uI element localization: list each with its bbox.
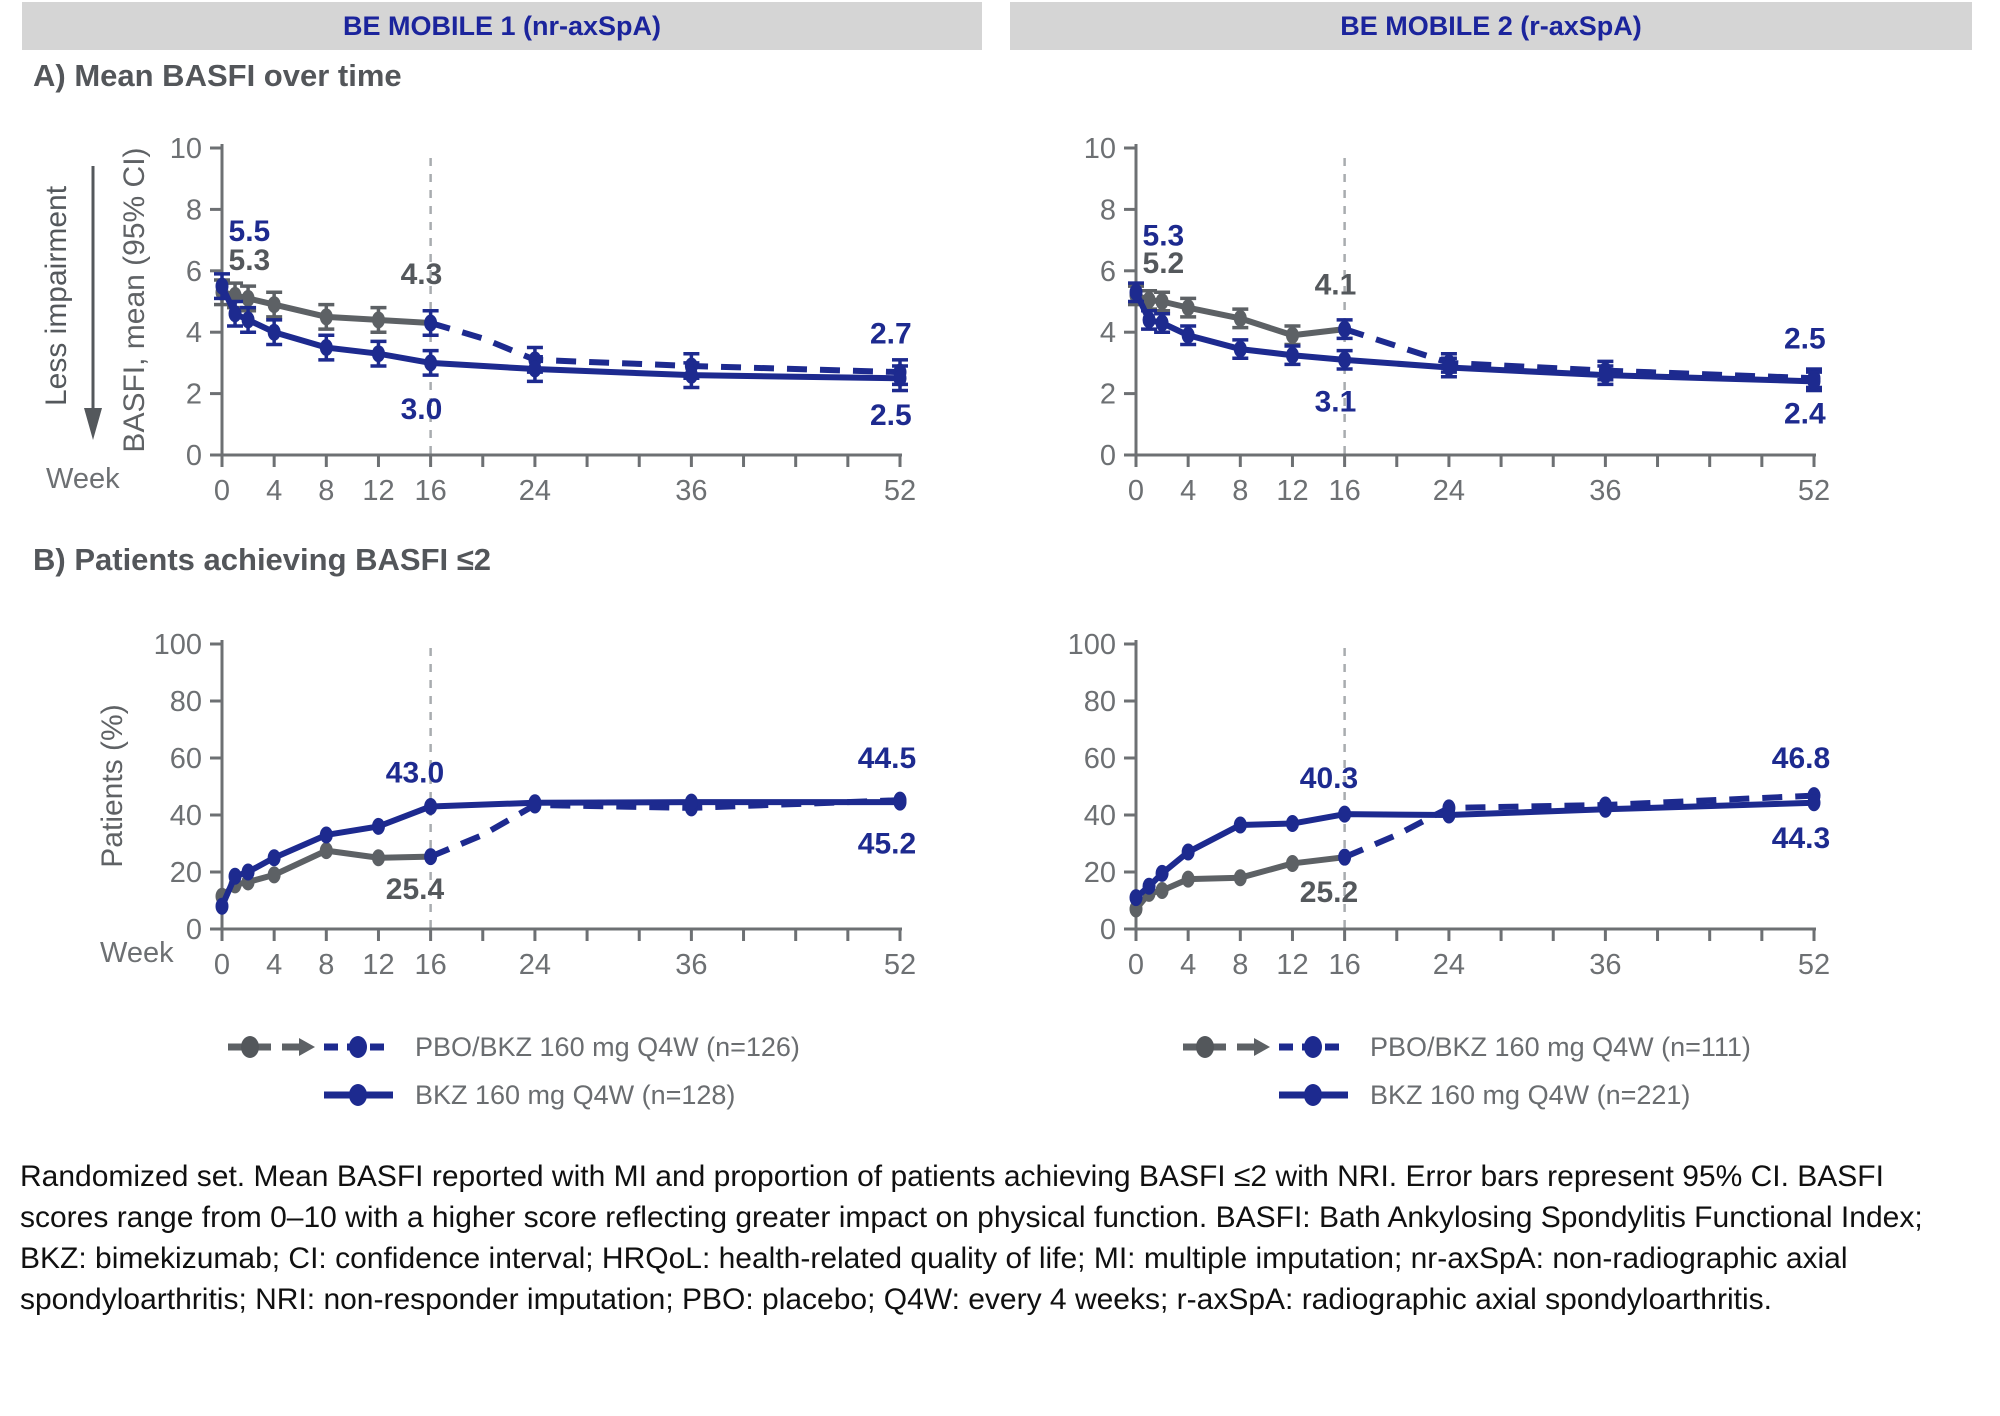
svg-text:5.3: 5.3 <box>228 244 271 278</box>
axes <box>1124 640 1816 941</box>
svg-text:46.8: 46.8 <box>1771 742 1831 775</box>
svg-text:8: 8 <box>318 475 335 507</box>
svg-text:8: 8 <box>318 949 335 981</box>
panel-b-title: B) Patients achieving BASFI ≤2 <box>33 542 492 577</box>
value-annotations <box>229 215 912 432</box>
axes <box>210 144 902 467</box>
chart-mean-basfi-bemobile1 <box>140 120 990 520</box>
svg-text:12: 12 <box>362 475 395 507</box>
value-annotations <box>1300 742 1830 909</box>
chart-basfi-responders-bemobile1 <box>140 555 990 985</box>
svg-text:6: 6 <box>185 255 202 288</box>
svg-text:52: 52 <box>883 475 917 507</box>
svg-text:8: 8 <box>1232 475 1249 507</box>
legend-label-bkz-right: BKZ 160 mg Q4W (n=221) <box>1370 1080 1691 1110</box>
svg-text:40: 40 <box>169 800 202 832</box>
less-impairment-label: Less impairment <box>40 185 73 407</box>
arrow-right-icon <box>1254 1038 1270 1056</box>
svg-text:12: 12 <box>1276 475 1309 507</box>
svg-text:4: 4 <box>1099 317 1116 350</box>
svg-text:5.2: 5.2 <box>1142 247 1185 281</box>
series-bkz-160-mg-q4w <box>1130 794 1821 906</box>
svg-text:44.3: 44.3 <box>1771 821 1831 855</box>
svg-text:10: 10 <box>1083 133 1116 165</box>
week-axis-label-b: Week <box>100 937 174 969</box>
svg-text:0: 0 <box>185 440 202 472</box>
legend-label-pbo-left: PBO/BKZ 160 mg Q4W (n=126) <box>415 1032 800 1062</box>
svg-text:100: 100 <box>1067 629 1116 661</box>
study-header-left: BE MOBILE 1 (nr-axSpA) <box>22 2 982 50</box>
svg-text:40: 40 <box>1083 800 1116 832</box>
svg-text:2.5: 2.5 <box>870 399 912 433</box>
y-axis-label-basfi: BASFI, mean (95% CI) <box>118 147 151 453</box>
y-axis-label-patients: Patients (%) <box>96 704 129 868</box>
svg-text:8: 8 <box>1232 949 1249 981</box>
svg-text:36: 36 <box>675 475 708 507</box>
chart-basfi-responders-bemobile2 <box>1050 555 1950 985</box>
svg-text:2: 2 <box>1099 378 1116 411</box>
svg-text:40.3: 40.3 <box>1299 761 1359 795</box>
svg-text:0: 0 <box>1099 914 1116 946</box>
svg-text:24: 24 <box>518 475 552 507</box>
study-header-right: BE MOBILE 2 (r-axSpA) <box>1010 2 1972 50</box>
svg-text:36: 36 <box>1589 475 1622 507</box>
tick-labels <box>1084 133 1830 507</box>
svg-text:6: 6 <box>1099 255 1116 288</box>
svg-text:3.0: 3.0 <box>400 392 443 426</box>
svg-text:60: 60 <box>1083 743 1116 775</box>
svg-text:43.0: 43.0 <box>385 756 445 790</box>
value-annotations <box>386 742 916 906</box>
legend-bkz-swatch <box>1279 1084 1348 1106</box>
svg-text:4: 4 <box>185 317 202 350</box>
svg-text:52: 52 <box>883 949 917 981</box>
svg-text:4: 4 <box>266 475 283 507</box>
svg-text:36: 36 <box>675 949 708 981</box>
svg-text:16: 16 <box>1328 949 1361 981</box>
svg-text:12: 12 <box>362 949 395 981</box>
svg-text:16: 16 <box>414 949 447 981</box>
svg-text:24: 24 <box>518 949 552 981</box>
svg-text:0: 0 <box>1127 949 1145 981</box>
svg-text:80: 80 <box>1083 686 1116 718</box>
svg-text:4.1: 4.1 <box>1314 268 1357 302</box>
svg-text:0: 0 <box>213 949 231 981</box>
svg-text:0: 0 <box>185 914 202 946</box>
svg-text:60: 60 <box>169 743 202 775</box>
series-bkz-160-mg-q4w <box>214 274 908 391</box>
svg-text:0: 0 <box>213 475 231 507</box>
svg-text:12: 12 <box>1276 949 1309 981</box>
svg-text:0: 0 <box>1127 475 1145 507</box>
value-annotations <box>1143 219 1827 430</box>
svg-text:16: 16 <box>414 475 447 507</box>
legend-pbo-swatch <box>1183 1036 1348 1058</box>
svg-text:0: 0 <box>1099 440 1116 472</box>
arrow-right-icon <box>299 1038 315 1056</box>
legend-swatches-left <box>225 1025 405 1120</box>
svg-text:10: 10 <box>169 133 202 165</box>
week-axis-label-a: Week <box>46 463 120 495</box>
legend-label-pbo-right: PBO/BKZ 160 mg Q4W (n=111) <box>1370 1032 1751 1062</box>
svg-text:2.5: 2.5 <box>1784 322 1826 356</box>
svg-text:24: 24 <box>1432 475 1466 507</box>
svg-text:5.5: 5.5 <box>228 214 271 248</box>
svg-text:2: 2 <box>185 378 202 411</box>
svg-text:20: 20 <box>1083 857 1116 889</box>
svg-text:4.3: 4.3 <box>400 257 443 291</box>
panel-a-title: A) Mean BASFI over time <box>33 58 402 93</box>
svg-text:16: 16 <box>1328 475 1361 507</box>
svg-text:3.1: 3.1 <box>1314 385 1357 419</box>
svg-text:5.3: 5.3 <box>1142 219 1185 253</box>
svg-text:100: 100 <box>153 629 202 661</box>
axes <box>210 640 902 941</box>
svg-text:44.5: 44.5 <box>857 742 917 775</box>
svg-text:4: 4 <box>1180 475 1197 507</box>
svg-text:4: 4 <box>266 949 283 981</box>
svg-text:45.2: 45.2 <box>857 827 917 861</box>
svg-text:80: 80 <box>169 686 202 718</box>
svg-text:2.7: 2.7 <box>870 317 912 351</box>
svg-text:25.4: 25.4 <box>385 873 445 907</box>
svg-text:25.2: 25.2 <box>1299 875 1359 909</box>
svg-text:36: 36 <box>1589 949 1622 981</box>
svg-text:4: 4 <box>1180 949 1197 981</box>
legend-label-bkz-left: BKZ 160 mg Q4W (n=128) <box>415 1080 736 1110</box>
svg-text:2.4: 2.4 <box>1784 397 1826 431</box>
less-impairment-arrow-icon <box>78 158 108 448</box>
chart-mean-basfi-bemobile2 <box>1050 120 1950 520</box>
svg-text:20: 20 <box>169 857 202 889</box>
svg-text:52: 52 <box>1797 475 1831 507</box>
svg-text:24: 24 <box>1432 949 1466 981</box>
legend-bkz-swatch <box>324 1084 393 1106</box>
svg-text:52: 52 <box>1797 949 1831 981</box>
svg-text:8: 8 <box>1099 194 1116 227</box>
axes <box>1124 144 1816 467</box>
series-pbo-bkz-160-mg-q4w <box>1338 787 1820 866</box>
footnote-text: Randomized set. Mean BASFI reported with MI and proportion of patients achieving BASFI ≤2 with NRI. Error bars represent 95% CI. BASFI scores range from 0–10 with a higher score reflecting greater impact on physical function. BASFI: Bath Ankylosing Spondylitis Functional Index; BKZ: bimekizumab; CI: confidence interval; HRQoL: health-related quality of life; MI: multiple imputation; nr-axSpA: non-radiographic axial spondyloarthritis; NRI: non-responder imputation; PBO: placebo; Q4W: every 4 weeks; r-axSpA: radiographic axial spondyloarthritis. <box>20 1160 1923 1316</box>
legend-swatches-right <box>1180 1025 1360 1120</box>
svg-text:8: 8 <box>185 194 202 227</box>
legend-pbo-swatch <box>228 1036 393 1058</box>
